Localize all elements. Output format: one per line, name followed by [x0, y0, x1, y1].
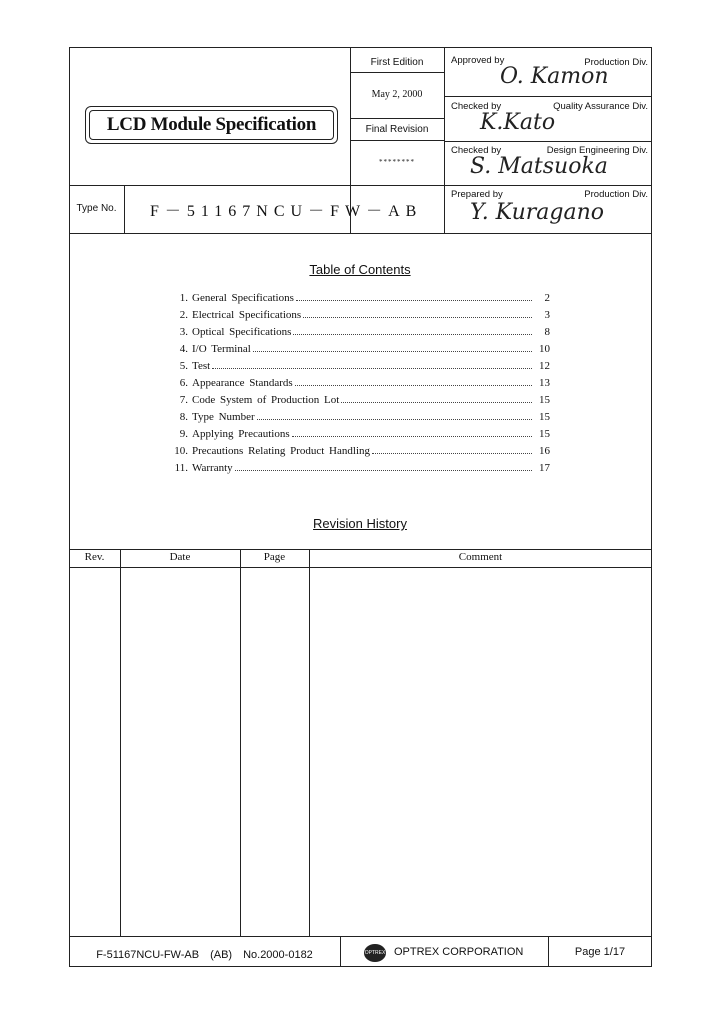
- toc-item-page: 15: [539, 428, 550, 440]
- toc-item: [170, 458, 550, 474]
- signature-approved: O. Kamon: [500, 64, 609, 89]
- toc-item-label: Test: [192, 360, 211, 372]
- toc-item-number: 4.: [179, 343, 188, 355]
- header-bottom-divider: [69, 233, 652, 234]
- toc-item-number: 7.: [179, 394, 188, 406]
- toc-item-label: Electrical Specifications: [192, 309, 302, 321]
- revision-col-divider-1: [120, 549, 121, 936]
- toc-item: [170, 424, 550, 440]
- toc-item-label: I/O Terminal: [192, 343, 251, 355]
- edition-line-2: [350, 118, 444, 119]
- toc-item-page: 15: [539, 394, 550, 406]
- toc-item-label: Precautions Relating Product Handling: [192, 445, 370, 457]
- approval-column-left-border: [444, 47, 445, 233]
- toc-item-number: 1.: [179, 292, 188, 304]
- toc-leader: [303, 317, 532, 318]
- signature-prepared: Y. Kuragano: [470, 200, 605, 225]
- toc-item: [170, 339, 550, 355]
- toc-item-number: 5.: [179, 360, 188, 372]
- first-edition-label: First Edition: [370, 57, 424, 68]
- approved-by-dept: Production Div.: [584, 57, 648, 68]
- toc-item-number: 11.: [174, 462, 188, 474]
- final-revision-value: ********: [379, 158, 415, 166]
- revision-table-top: [69, 549, 652, 550]
- optrex-logo-icon: OPTREX: [364, 944, 386, 962]
- toc-leader: [296, 300, 532, 301]
- toc-item: [170, 356, 550, 372]
- revision-col-divider-3: [309, 549, 310, 936]
- first-edition-date: May 2, 2000: [371, 89, 423, 100]
- toc-leader: [257, 419, 532, 420]
- revision-col-comment: Comment: [458, 551, 503, 563]
- toc-item: [170, 322, 550, 338]
- toc-heading: Table of Contents: [309, 262, 411, 277]
- signature-checked-2: S. Matsuoka: [470, 154, 608, 179]
- toc-item-number: 2.: [179, 309, 188, 321]
- toc-item-label: Applying Precautions: [192, 428, 290, 440]
- toc-item-number: 3.: [179, 326, 188, 338]
- toc-leader: [235, 470, 532, 471]
- toc-item-label: Code System of Production Lot: [192, 394, 340, 406]
- prepared-by-label: Prepared by: [451, 189, 503, 200]
- checked-by-dept-1: Quality Assurance Div.: [553, 101, 648, 112]
- toc-item: [170, 390, 550, 406]
- approved-by-label: Approved by: [451, 55, 505, 66]
- type-no-value: F－51167NCU－FW－AB: [150, 203, 423, 220]
- toc-item: [170, 441, 550, 457]
- revision-col-date: Date: [169, 551, 191, 563]
- toc-item-label: Type Number: [192, 411, 255, 423]
- toc-item: [170, 305, 550, 321]
- toc-item-page: 16: [539, 445, 550, 457]
- toc-item-page: 8: [544, 326, 550, 338]
- type-no-divider: [124, 185, 125, 233]
- toc-item-page: 3: [544, 309, 550, 321]
- toc-item-label: General Specifications: [192, 292, 294, 304]
- revision-col-rev: Rev.: [84, 551, 105, 563]
- checked-by-label-1: Checked by: [451, 101, 502, 112]
- approval-line-2: [444, 141, 652, 142]
- toc-item-number: 9.: [179, 428, 188, 440]
- header-divider: [69, 185, 652, 186]
- revision-col-page: Page: [263, 551, 286, 563]
- footer-company: OPTREX CORPORATION: [394, 946, 524, 958]
- footer-doc-id: F-51167NCU-FW-AB (AB) No.2000-0182: [96, 949, 313, 961]
- toc-item: [170, 288, 550, 304]
- toc-item-page: 12: [539, 360, 550, 372]
- toc-item-page: 17: [539, 462, 550, 474]
- footer-col-divider-1: [340, 936, 341, 967]
- toc-item-page: 10: [539, 343, 550, 355]
- toc-item-page: 13: [539, 377, 550, 389]
- footer-divider: [69, 936, 652, 937]
- toc-item: [170, 407, 550, 423]
- toc-item-number: 10.: [174, 445, 188, 457]
- toc-item-number: 6.: [179, 377, 188, 389]
- document-title: LCD Module Specification: [89, 110, 334, 140]
- toc-item-number: 8.: [179, 411, 188, 423]
- signature-checked-1: K.Kato: [480, 110, 556, 135]
- prepared-by-dept: Production Div.: [584, 189, 648, 200]
- toc-item-page: 15: [539, 411, 550, 423]
- type-no-label: Type No.: [76, 203, 117, 214]
- final-revision-label: Final Revision: [365, 124, 429, 135]
- toc-item-page: 2: [544, 292, 550, 304]
- toc-item-label: Appearance Standards: [192, 377, 293, 389]
- revision-history-heading: Revision History: [313, 516, 407, 531]
- toc-leader: [341, 402, 532, 403]
- footer-page-number: Page 1/17: [574, 946, 626, 958]
- toc-leader: [295, 385, 532, 386]
- toc-leader: [212, 368, 532, 369]
- toc-leader: [292, 436, 532, 437]
- edition-line-1: [350, 72, 444, 73]
- revision-table-header-bottom: [69, 567, 652, 568]
- checked-by-label-2: Checked by: [451, 145, 502, 156]
- revision-col-divider-2: [240, 549, 241, 936]
- toc-item-label: Optical Specifications: [192, 326, 292, 338]
- edition-line-3: [350, 140, 444, 141]
- toc-leader: [253, 351, 532, 352]
- toc-item-label: Warranty: [192, 462, 233, 474]
- toc-leader: [372, 453, 532, 454]
- toc-item: [170, 373, 550, 389]
- checked-by-dept-2: Design Engineering Div.: [546, 145, 648, 156]
- toc-leader: [293, 334, 532, 335]
- approval-line-1: [444, 96, 652, 97]
